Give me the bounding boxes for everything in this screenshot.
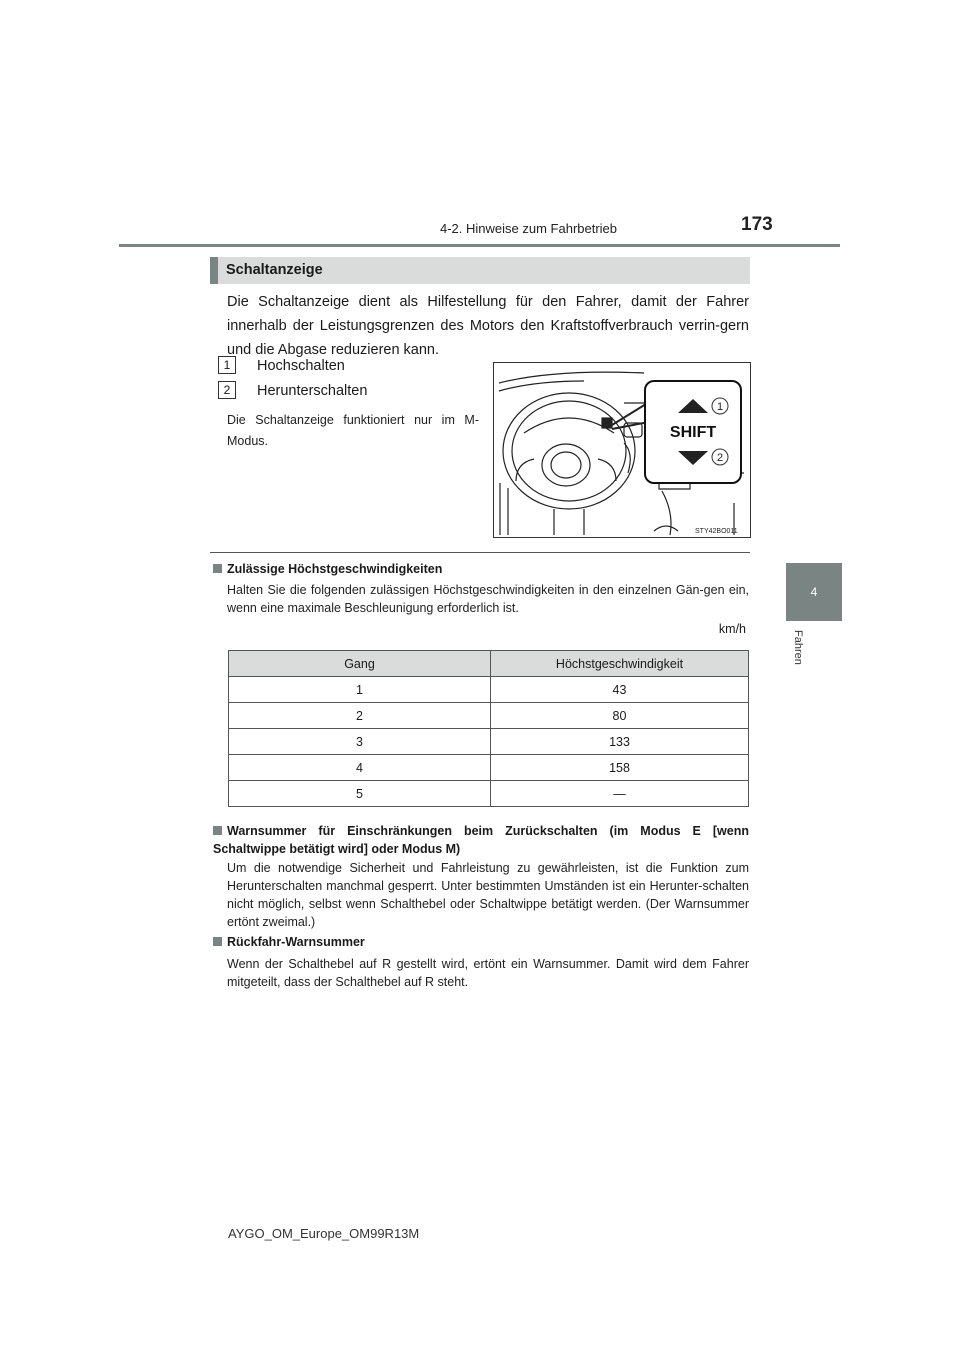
header-rule: [119, 244, 840, 247]
table-header-gear: Gang: [229, 651, 491, 677]
square-bullet-icon: [213, 826, 222, 835]
table-row: [229, 755, 749, 781]
item-number-badge: 1: [218, 356, 236, 374]
downshift-warning-text: Um die notwendige Sicherheit und Fahrleistung zu gewährleisten, ist die Funktion zum Herunterschalten manchmal gesperrt. Unter bestimmten Umständen ist ein Herunter-schalten nicht möglich, selbst wenn Schalthebel oder Schaltwippe betätigt werden. (Der Warnsummer ertönt zweimal.): [227, 861, 749, 929]
table-cell-speed: 43: [491, 677, 749, 703]
table-header-max-speed: Höchstgeschwindigkeit: [491, 651, 749, 677]
section-title-bar: [210, 257, 750, 284]
table-row: [229, 703, 749, 729]
table-row: [229, 781, 749, 807]
table-header-row: [229, 651, 749, 677]
table-cell-speed: 133: [491, 729, 749, 755]
speed-limits-text: Halten Sie die folgenden zulässigen Höchstgeschwindigkeiten in den einzelnen Gän-gen ein, wenn eine maximale Beschleunigung erforderlich ist.: [227, 583, 749, 615]
table-cell-speed: 158: [491, 755, 749, 781]
square-bullet-icon: [213, 937, 222, 946]
steering-wheel-drawing: [494, 363, 750, 537]
section-bar-accent: [210, 257, 218, 284]
document-code: AYGO_OM_Europe_OM99R13M: [228, 1226, 420, 1241]
table-cell-gear: 2: [229, 703, 491, 729]
item-label-downshift: Herunterschalten: [257, 383, 368, 399]
table-cell-speed: 80: [491, 703, 749, 729]
square-bullet-icon: [213, 564, 222, 573]
mode-note: Die Schaltanzeige funktioniert nur im M-Modus.: [227, 413, 479, 448]
steering-wheel-illustration: [493, 362, 751, 538]
illustration-code: STY42BO011: [695, 528, 738, 535]
reverse-warning-heading-text: Rückfahr-Warnsummer: [227, 935, 365, 949]
item-label-upshift: Hochschalten: [257, 358, 345, 374]
chapter-label: Fahren: [792, 630, 804, 665]
reverse-warning-heading: [213, 935, 365, 949]
section-divider: [210, 552, 750, 553]
downshift-warning-heading: [213, 822, 749, 858]
shift-label: SHIFT: [669, 424, 717, 441]
table-row: [229, 677, 749, 703]
speed-unit: km/h: [718, 622, 746, 636]
running-header-section: 4-2. Hinweise zum Fahrbetrieb: [440, 221, 618, 236]
table-cell-gear: 3: [229, 729, 491, 755]
speed-limits-heading-text: Zulässige Höchstgeschwindigkeiten: [227, 562, 443, 576]
reverse-warning-text: Wenn der Schalthebel auf R gestellt wird, ertönt ein Warnsummer. Damit wird dem Fahrer mitgeteilt, dass der Schalthebel auf R steht.: [227, 957, 749, 989]
table-cell-gear: 5: [229, 781, 491, 807]
table-cell-gear: 1: [229, 677, 491, 703]
speed-limits-heading: [213, 562, 442, 576]
speed-limits-table: [228, 650, 749, 807]
page-number: 173: [741, 214, 773, 235]
section-title: Schaltanzeige: [226, 262, 323, 278]
table-row: [229, 729, 749, 755]
intro-paragraph: Die Schaltanzeige dient als Hilfestellung für den Fahrer, damit der Fahrer innerhalb der Leistungsgrenzen des Motors den Kraftstoffverbrauch verrin-gern und die Abgase reduzieren kann.: [227, 294, 749, 358]
table-cell-gear: 4: [229, 755, 491, 781]
callout-number: 1: [716, 401, 724, 413]
chapter-tab: 4: [786, 563, 842, 621]
downshift-warning-heading-text: Warnsummer für Einschränkungen beim Zurückschalten (im Modus E [wenn Schaltwippe betätigt wird] oder Modus M): [213, 824, 749, 856]
callout-number: 2: [716, 452, 724, 464]
table-cell-speed: —: [491, 781, 749, 807]
item-number-badge: 2: [218, 381, 236, 399]
